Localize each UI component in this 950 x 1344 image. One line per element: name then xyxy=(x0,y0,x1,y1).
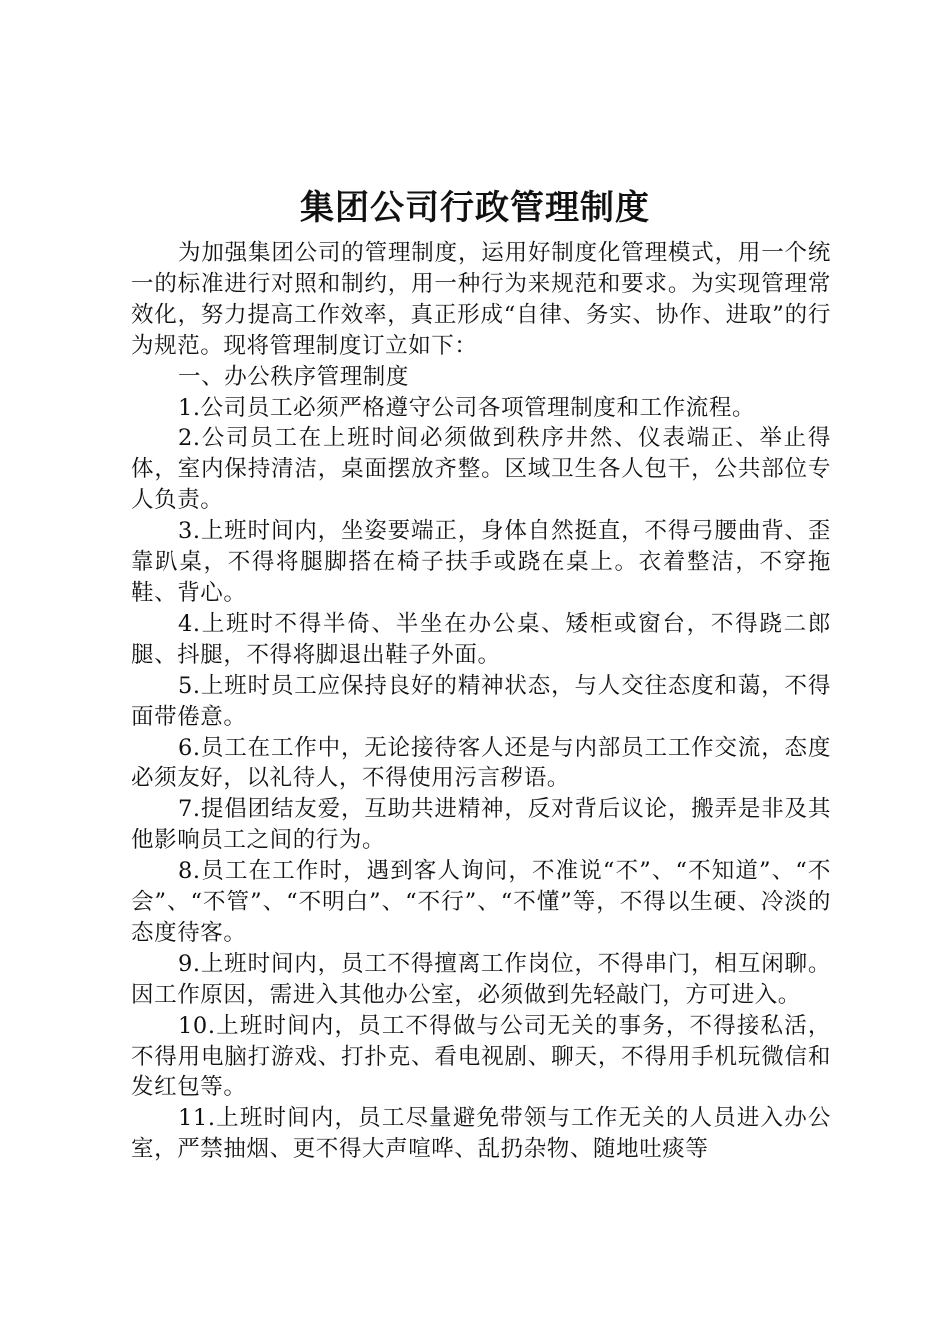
rule-item: 4.上班时不得半倚、半坐在办公桌、矮柜或窗台，不得跷二郎腿、抖腿，不得将脚退出鞋子外面。 xyxy=(131,610,831,668)
document-title: 集团公司行政管理制度 xyxy=(300,188,650,228)
rule-item: 3.上班时间内，坐姿要端正，身体自然挺直，不得弓腰曲背、歪靠趴桌，不得将腿脚搭在椅子扶手或跷在桌上。衣着整洁，不穿拖鞋、背心。 xyxy=(131,518,831,606)
rule-item: 11.上班时间内，员工尽量避免带领与工作无关的人员进入办公室，严禁抽烟、更不得大声喧哗、乱扔杂物、随地吐痰等 xyxy=(131,1105,831,1163)
rule-item: 8.员工在工作时，遇到客人询问，不准说“不”、“不知道”、“不会”、“不管”、“不明白”、“不行”、“不懂”等，不得以生硬、冷淡的态度待客。 xyxy=(131,858,831,946)
rule-item: 9.上班时间内，员工不得擅离工作岗位，不得串门，相互闲聊。因工作原因，需进入其他办公室，必须做到先轻敲门，方可进入。 xyxy=(131,950,831,1008)
rule-item: 6.员工在工作中，无论接待客人还是与内部员工工作交流，态度必须友好，以礼待人，不得使用污言秽语。 xyxy=(131,734,831,792)
intro-paragraph: 为加强集团公司的管理制度，运用好制度化管理模式，用一个统一的标准进行对照和制约，用一种行为来规范和要求。为实现管理常效化，努力提高工作效率，真正形成“自律、务实、协作、进取”的行为规范。现将管理制度订立如下： xyxy=(131,240,831,359)
rule-item: 1.公司员工必须严格遵守公司各项管理制度和工作流程。 xyxy=(178,394,756,421)
section-heading: 一、办公秩序管理制度 xyxy=(178,363,410,390)
rule-item: 2.公司员工在上班时间必须做到秩序井然、仪表端正、举止得体，室内保持清洁，桌面摆放齐整。区域卫生各人包干，公共部位专人负责。 xyxy=(131,425,831,514)
rule-item: 5.上班时员工应保持良好的精神状态，与人交往态度和蔼，不得面带倦意。 xyxy=(131,672,831,730)
rule-item: 10.上班时间内，员工不得做与公司无关的事务，不得接私活，不得用电脑打游戏、打扑克、看电视剧、聊天，不得用手机玩微信和发红包等。 xyxy=(131,1012,831,1101)
document-body xyxy=(131,238,831,1165)
rule-item: 7.提倡团结友爱，互助共进精神，反对背后议论，搬弄是非及其他影响员工之间的行为。 xyxy=(131,796,831,854)
